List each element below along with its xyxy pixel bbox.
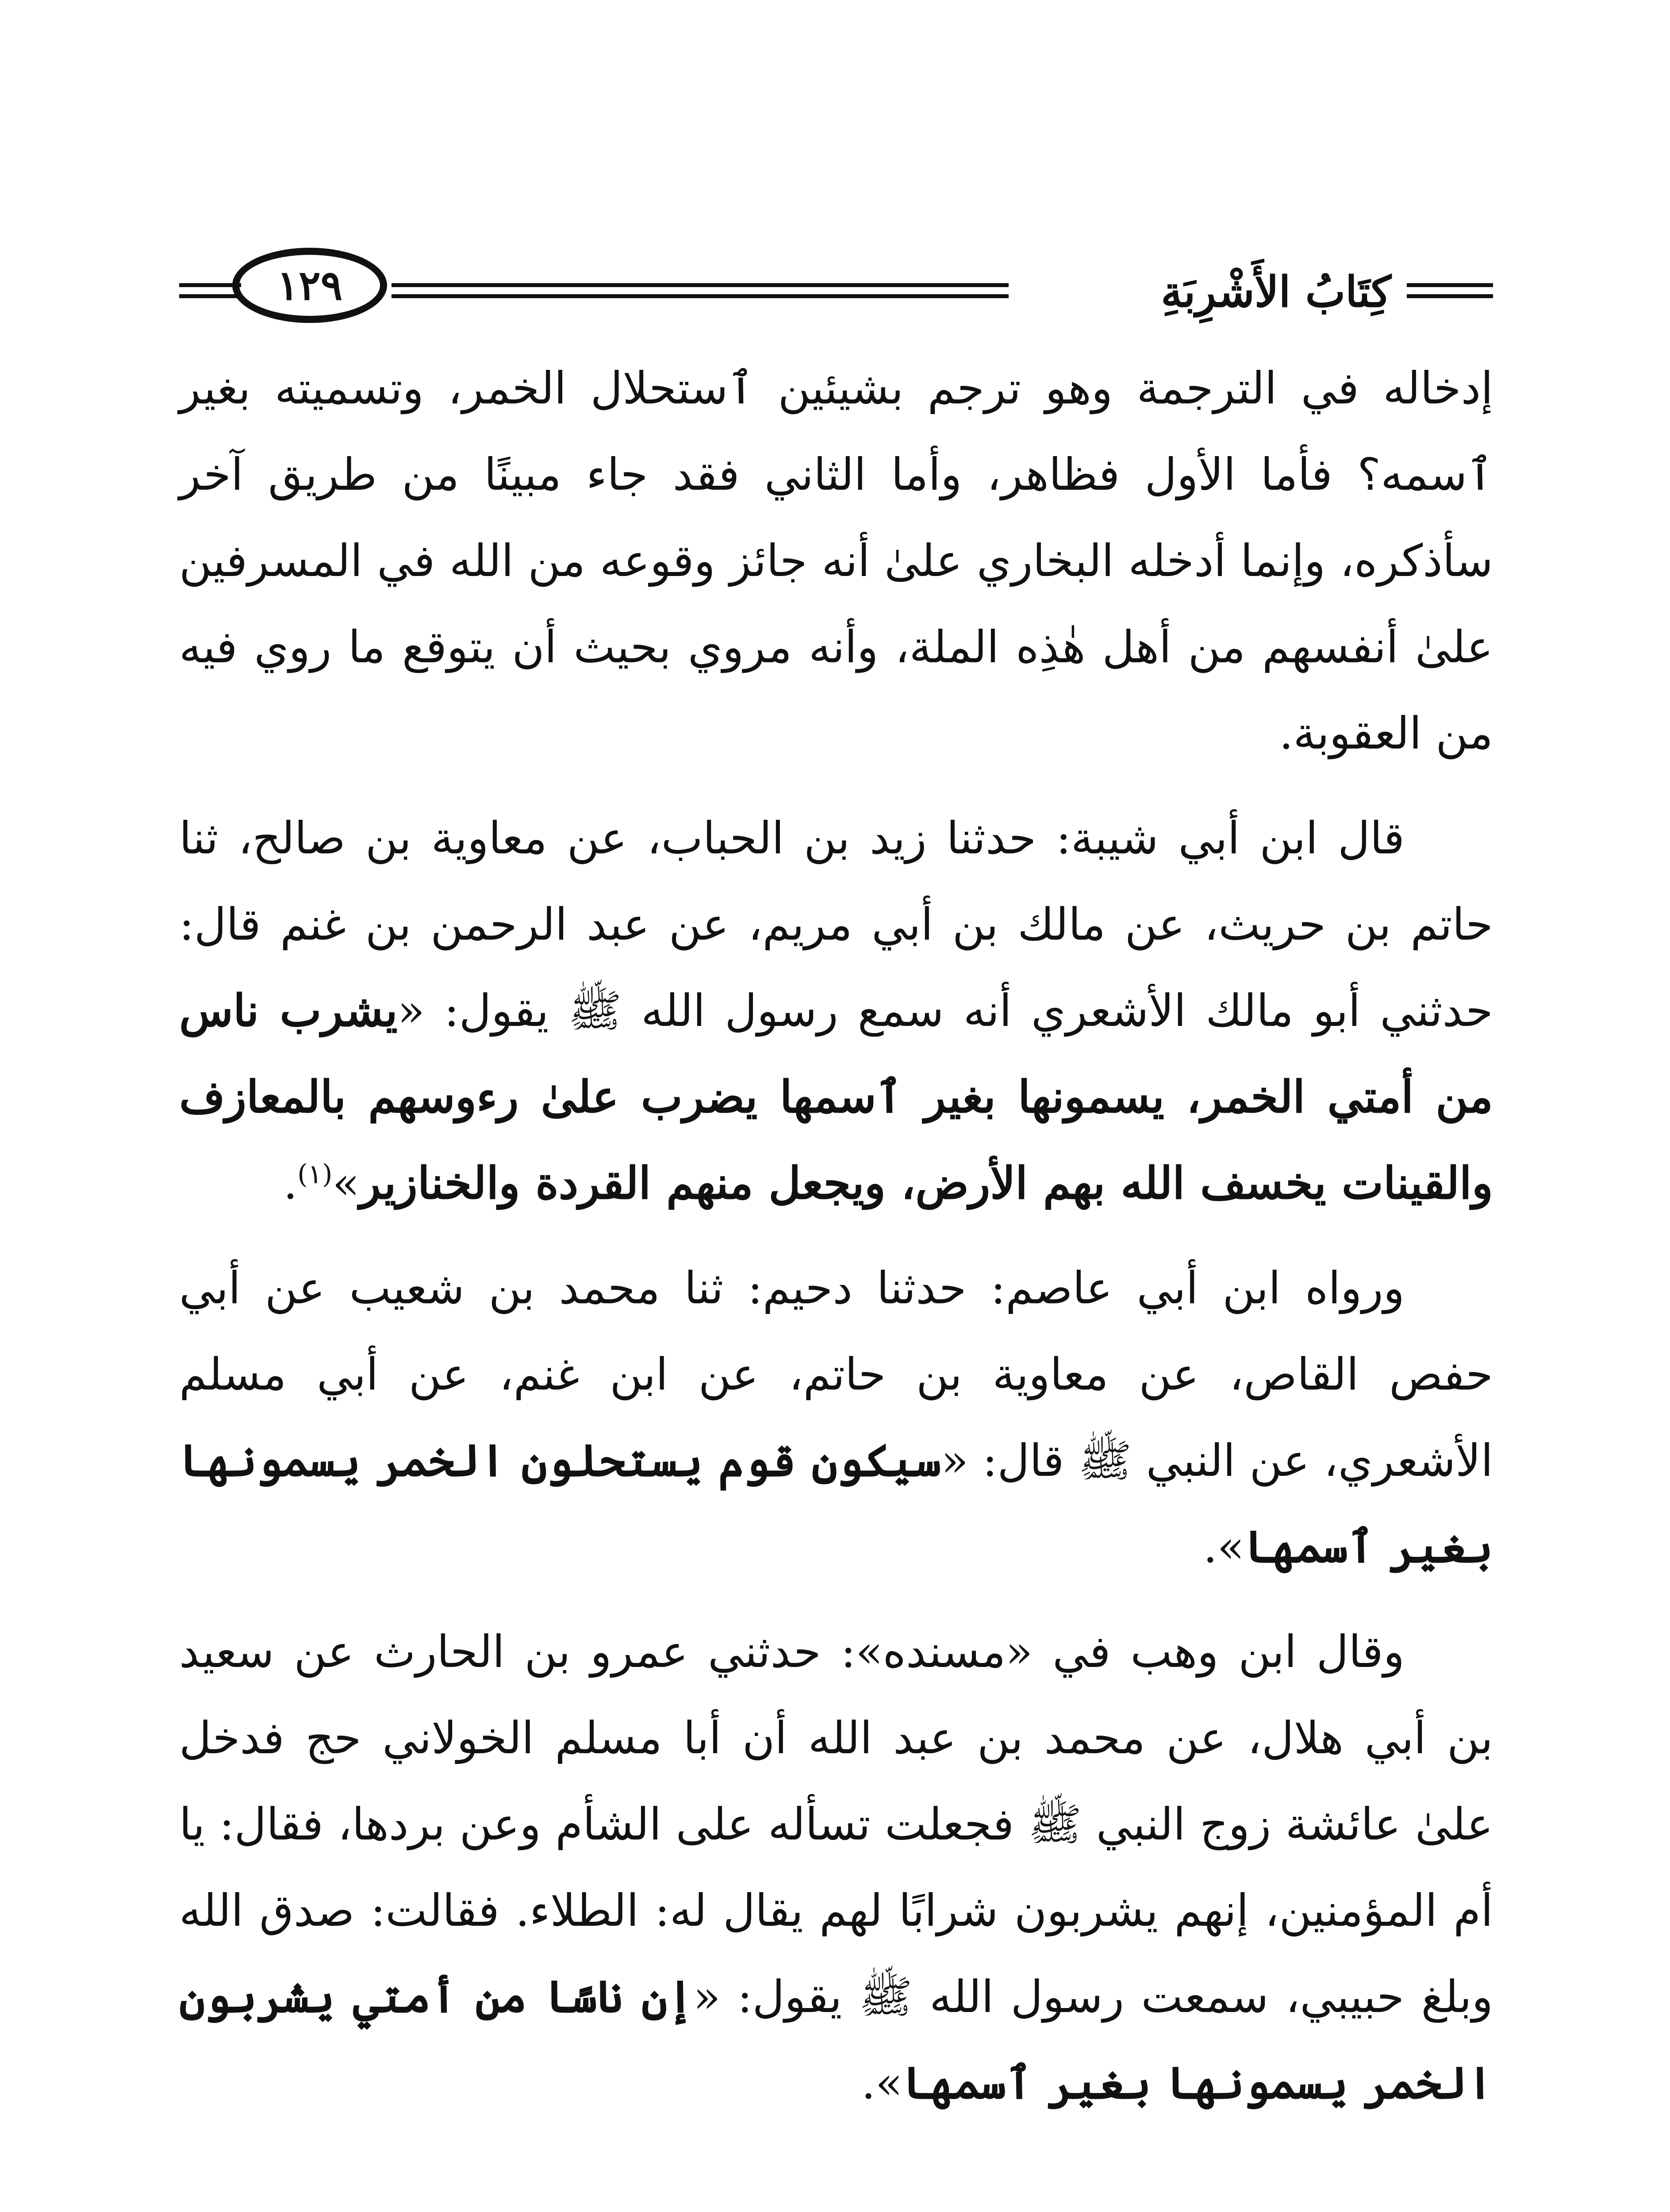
header-rule-middle [392,283,1009,298]
page-number: ١٢٩ [276,261,343,309]
paragraph-2-intro: قال ابن أبي شيبة: حدثنا زيد بن الحباب، عن معاوية بن صالح، ثنا حاتم بن حريث، عن مالك بن أبي مريم، عن عبد الرحمن بن غنم قال: حدثني أبو مالك الأشعري أنه سمع رسول الله ﷺ يقول: « [179,812,1493,1037]
header-rule-right [1407,283,1493,298]
paragraph-4-intro: وقال ابن وهب في «مسنده»: حدثني عمرو بن الحارث عن سعيد بن أبي هلال، عن محمد بن عبد الله أن أبا مسلم الخولاني حج فدخل علىٰ عائشة زوج النبي ﷺ فجعلت تسأله على الشأم وعن بردها، فقال: يا أم المؤمنين، إنهم يشربون شرابًا لهم يقال له: الطلاء. فقالت: صدق الله وبلغ حبيبي، سمعت رسول الله ﷺ يقول: « [179,1626,1493,2023]
paragraph-2-close-quote: » [332,1157,360,1209]
page-number-oval [232,248,387,323]
paragraph-4-hadith: إن ناسًا من أمتي يشربون الخمر يسمونها بغير ٱسمها [179,1970,1493,2109]
paragraph-2 [179,795,1493,1226]
body-text [179,345,1493,2145]
paragraph-4 [179,1609,1493,2126]
footnote-reference-1: (١) [297,1159,333,1190]
paragraph-3-intro: ورواه ابن أبي عاصم: حدثنا دحيم: ثنا محمد بن شعيب عن أبي حفص القاص، عن معاوية بن حاتم، عن ابن غنم، عن أبي مسلم الأشعري، عن النبي ﷺ قال: « [179,1262,1493,1486]
paragraph-1: إدخاله في الترجمة وهو ترجم بشيئين ٱستحلال الخمر، وتسميته بغير ٱسمه؟ فأما الأول فظاهر، وأما الثاني فقد جاء مبينًا من طريق آخر سأذكره، وإنما أدخله البخاري علىٰ أنه جائز وقوعه من الله في المسرفين علىٰ أنفسهم من أهل هٰذِه الملة، وأنه مروي بحيث أن يتوقع ما روي فيه من العقوبة. [179,362,1493,759]
paragraph-2-end: . [283,1157,298,1209]
header-rule-left [179,283,241,298]
paragraph-3 [179,1245,1493,1590]
book-title: كِتَابُ الأَشْرِبَةِ [1161,267,1391,317]
paragraph-3-hadith: سيكون قوم يستحلون الخمر يسمونها بغير ٱسمها [179,1434,1493,1573]
paragraph-3-end: ». [1203,1521,1244,1573]
running-header [179,248,1493,323]
paragraph-2-hadith: يشرب ناس من أمتي الخمر، يسمونها بغير ٱسمها يضرب علىٰ رءوسهم بالمعازف والقينات يخسف الله بهم الأرض، ويجعل منهم القردة والخنازير [179,984,1493,1209]
paragraph-4-end: ». [861,2057,903,2109]
